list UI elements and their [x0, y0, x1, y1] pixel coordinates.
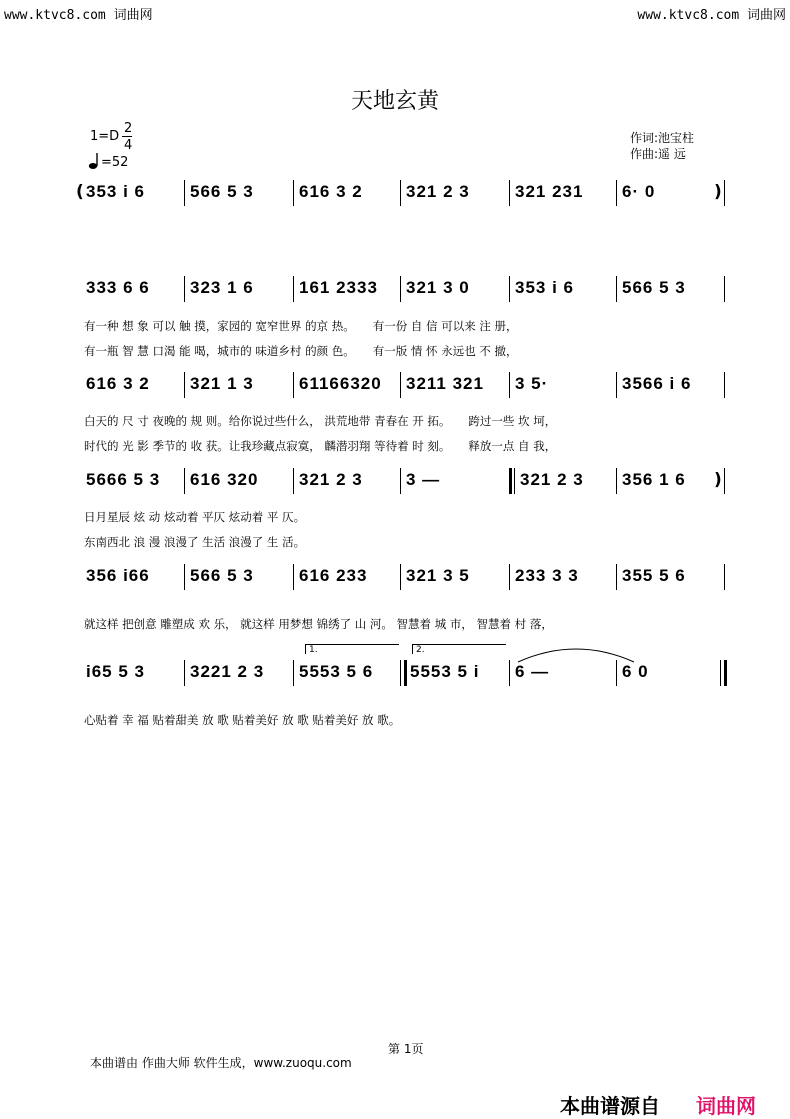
measure: 321 231 [515, 182, 584, 201]
bar-line [400, 468, 401, 494]
measure: 321 2 3 [520, 470, 584, 489]
bar-line [293, 564, 294, 590]
measure: 6 0 [622, 662, 649, 681]
repeat-close-paren: ) [714, 182, 722, 202]
bar-line [400, 372, 401, 398]
generator-note: 本曲谱由 作曲大师 软件生成，www.zuoqu.com [90, 1056, 352, 1070]
lyric-line: 就这样 把创意 雕塑成 欢 乐， 就这样 用梦想 锦绣了 山 河。 智慧着 城 市， 智慧着 村 落， [84, 617, 553, 631]
final-bar-thick [724, 660, 727, 686]
time-signature-bottom: 4 [124, 138, 133, 153]
bar-line [616, 468, 617, 494]
score-row-5 [84, 564, 728, 590]
final-bar-thin [720, 660, 721, 686]
bar-line [400, 180, 401, 206]
measure: 233 3 3 [515, 566, 579, 585]
measure: 5553 5 i [410, 662, 480, 681]
measure: 353 i 6 [515, 278, 574, 297]
tempo-mark: =52 [101, 155, 129, 170]
measure: 3566 i 6 [622, 374, 692, 393]
time-signature-top: 2 [124, 121, 133, 136]
lyric-line: 有一种 想 象 可以 触 摸，家园的 宽窄世界 的京 热。 有一份 自 信 可以来 注 册， [84, 319, 518, 333]
time-signature-line [122, 136, 132, 137]
measure: 6· 0 [622, 182, 656, 201]
score-row-3 [84, 372, 728, 398]
bar-line [184, 564, 185, 590]
measure: 5666 5 3 [86, 470, 161, 489]
composer: 作曲:遥 远 [630, 147, 686, 161]
bar-line [616, 276, 617, 302]
measure: 5553 5 6 [299, 662, 374, 681]
bar-line [616, 180, 617, 206]
bar-line [509, 564, 510, 590]
measure: 161 2333 [299, 278, 378, 297]
measure: 616 3 2 [299, 182, 363, 201]
bar-line [509, 276, 510, 302]
bar-line [724, 372, 725, 398]
measure: 323 1 6 [190, 278, 254, 297]
bar-line [616, 372, 617, 398]
watermark-left: www.ktvc8.com 词曲网 [4, 8, 153, 23]
source-brand-link[interactable]: 词曲网 [696, 1094, 756, 1118]
bar-line [184, 372, 185, 398]
watermark-right: www.ktvc8.com 词曲网 [637, 8, 786, 23]
measure: 616 233 [299, 566, 368, 585]
repeat-end-bar-thick [404, 660, 407, 686]
measure: 61166320 [299, 374, 382, 393]
repeat-open-paren: ( [76, 182, 84, 202]
measure: 321 2 3 [406, 182, 470, 201]
bar-line [184, 660, 185, 686]
bar-line [616, 564, 617, 590]
first-ending-bracket: 1. [305, 644, 399, 654]
page-number: 第 1页 [388, 1042, 424, 1056]
measure: 321 3 5 [406, 566, 470, 585]
measure: 566 5 3 [190, 566, 254, 585]
bar-line [514, 468, 515, 494]
bar-line [509, 660, 510, 686]
lyric-line: 有一瓶 智 慧 口渴 能 喝，城市的 味道乡村 的颜 色。 有一版 情 怀 永远也 不 撤， [84, 344, 518, 358]
lyric-line: 心贴着 幸 福 贴着甜美 放 歌 贴着美好 放 歌 贴着美好 放 歌。 [84, 713, 401, 727]
bar-line [400, 276, 401, 302]
bar-line [400, 564, 401, 590]
measure: 566 5 3 [622, 278, 686, 297]
repeat-start-bar [509, 468, 512, 494]
score-row-2 [84, 276, 728, 302]
bar-line [724, 180, 725, 206]
repeat-close-paren: ) [714, 470, 722, 490]
bar-line [724, 276, 725, 302]
lyricist: 作词:池宝柱 [630, 131, 695, 145]
repeat-end-bar [400, 660, 401, 686]
bar-line [724, 468, 725, 494]
measure: 3 5· [515, 374, 549, 393]
measure: 356 i66 [86, 566, 150, 585]
bar-line [509, 372, 510, 398]
measure: 353 i 6 [86, 182, 145, 201]
measure: 566 5 3 [190, 182, 254, 201]
bar-line [293, 468, 294, 494]
bar-line [184, 276, 185, 302]
bar-line [184, 180, 185, 206]
measure: i65 5 3 [86, 662, 145, 681]
measure: 355 5 6 [622, 566, 686, 585]
bar-line [293, 372, 294, 398]
measure: 333 6 6 [86, 278, 150, 297]
song-title: 天地玄黄 [350, 89, 439, 114]
measure: 3211 321 [406, 374, 484, 393]
score-row-1 [76, 180, 728, 206]
key-signature: 1=D [90, 129, 120, 144]
measure: 321 2 3 [299, 470, 363, 489]
measure: 356 1 6 [622, 470, 686, 489]
source-label: 本曲谱源自 [560, 1094, 660, 1118]
measure: 321 3 0 [406, 278, 470, 297]
bar-line [509, 180, 510, 206]
tie-arc [516, 640, 636, 664]
measure: 616 320 [190, 470, 259, 489]
measure: 3221 2 3 [190, 662, 265, 681]
bar-line [293, 180, 294, 206]
bar-line [293, 660, 294, 686]
lyric-line: 白天的 尺 寸 夜晚的 规 则。给你说过些什么， 洪荒地带 青春在 开 拓。 跨过一些 坎 坷， [84, 414, 557, 428]
measure: 616 3 2 [86, 374, 150, 393]
lyric-line: 东南西北 浪 漫 浪漫了 生活 浪漫了 生 活。 [84, 535, 306, 549]
lyric-line: 日月星辰 炫 动 炫动着 平仄 炫动着 平 仄。 [84, 510, 306, 524]
bar-line [184, 468, 185, 494]
measure: 6 — [515, 662, 550, 681]
bar-line [724, 564, 725, 590]
lyric-line: 时代的 光 影 季节的 收 获。让我珍藏点寂寞， 麟潜羽翔 等待着 时 刻。 释放一点 自 我， [84, 439, 557, 453]
measure: 321 1 3 [190, 374, 254, 393]
second-ending-bracket: 2. [412, 644, 506, 654]
score-row-4 [84, 468, 728, 494]
bar-line [293, 276, 294, 302]
measure: 3 — [406, 470, 441, 489]
